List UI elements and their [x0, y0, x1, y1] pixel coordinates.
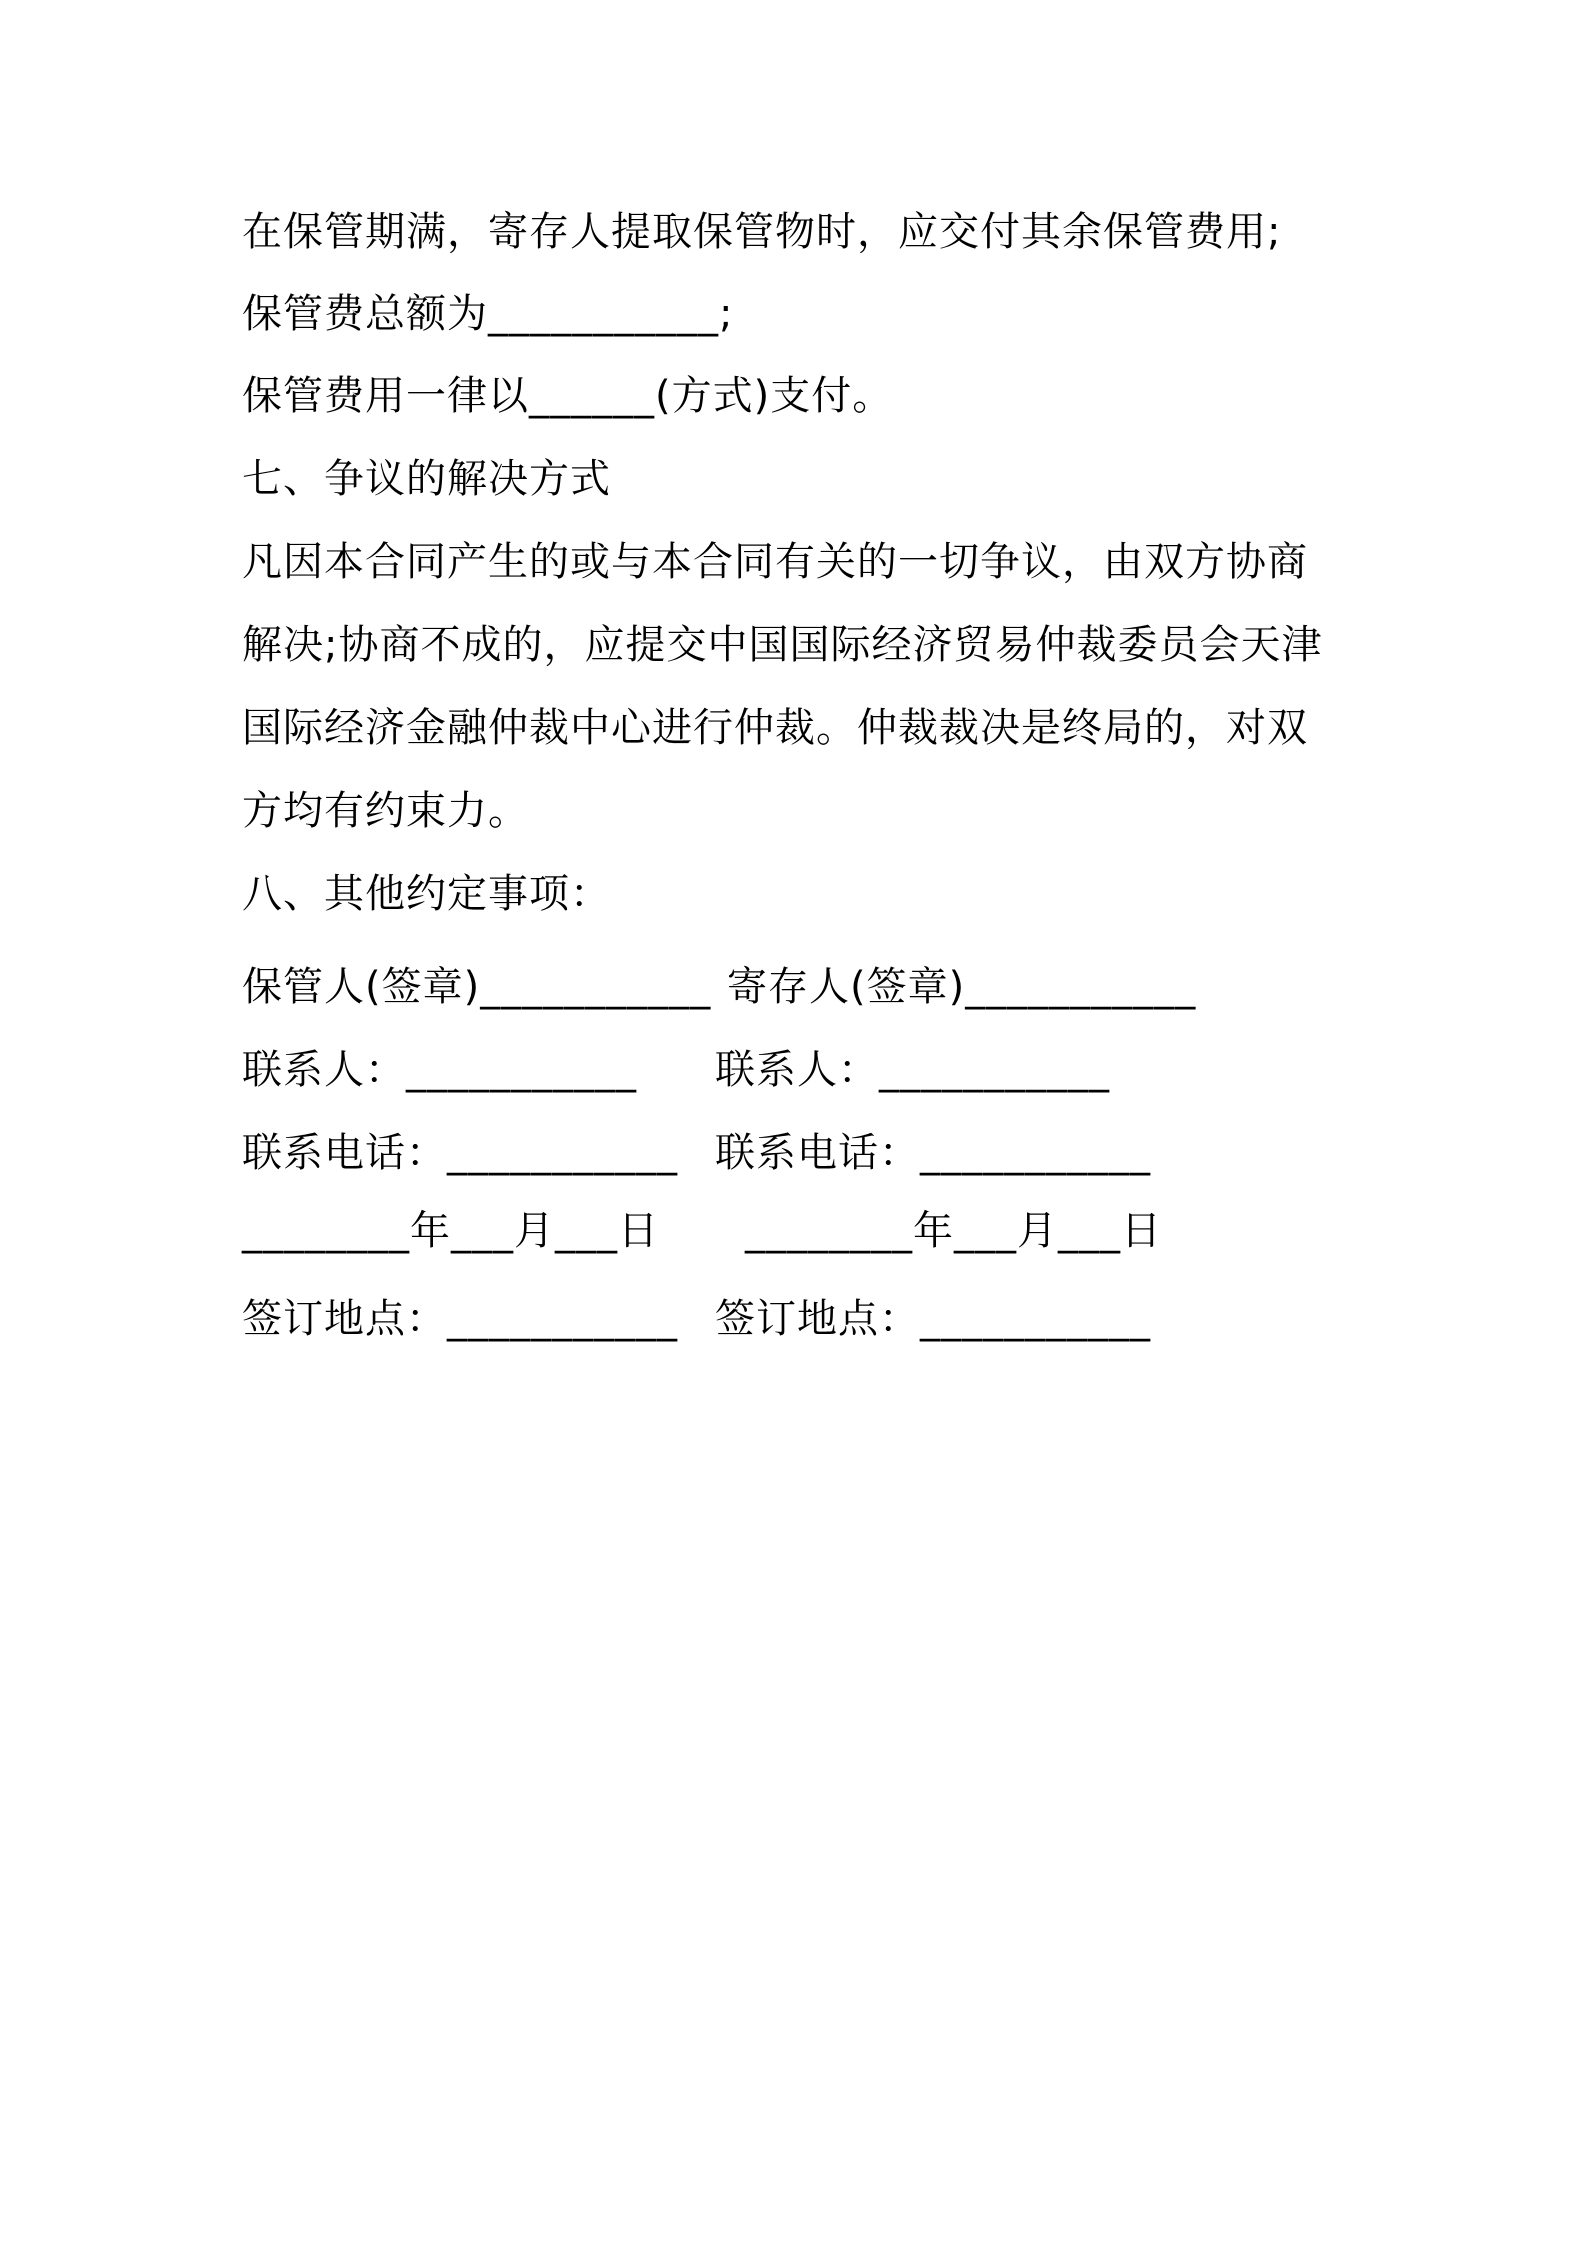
phone-right-field: 联系电话：___________ [715, 1130, 1151, 1176]
paragraph-dispute-line-4: 方均有约束力。 [242, 788, 529, 834]
depositor-seal-field: 寄存人(签章)___________ [727, 964, 1197, 1010]
contact-left-field: 联系人：___________ [242, 1047, 637, 1093]
paragraph-dispute-line-3: 国际经济金融仲裁中心进行仲裁。仲裁裁决是终局的，对双 [242, 705, 1308, 751]
date-left-field: ________年___月___日 [242, 1208, 659, 1254]
place-right-field: 签订地点：___________ [715, 1296, 1151, 1342]
section-heading-other: 八、其他约定事项： [242, 871, 611, 917]
phone-left-field: 联系电话：___________ [242, 1130, 678, 1176]
paragraph-dispute-line-2: 解决;协商不成的，应提交中国国际经济贸易仲裁委员会天津 [242, 622, 1323, 668]
section-heading-dispute: 七、争议的解决方式 [242, 456, 611, 502]
paragraph-fee-total: 保管费总额为___________; [242, 291, 734, 337]
place-left-field: 签订地点：___________ [242, 1296, 678, 1342]
paragraph-fee-method: 保管费用一律以______(方式)支付。 [242, 373, 894, 419]
date-right-field: ________年___月___日 [745, 1208, 1162, 1254]
paragraph-dispute-line-1: 凡因本合同产生的或与本合同有关的一切争议，由双方协商 [242, 539, 1308, 585]
custodian-seal-field: 保管人(签章)___________ [242, 964, 712, 1010]
contact-right-field: 联系人：___________ [715, 1047, 1110, 1093]
paragraph-fee-payment: 在保管期满，寄存人提取保管物时，应交付其余保管费用; [242, 209, 1282, 255]
